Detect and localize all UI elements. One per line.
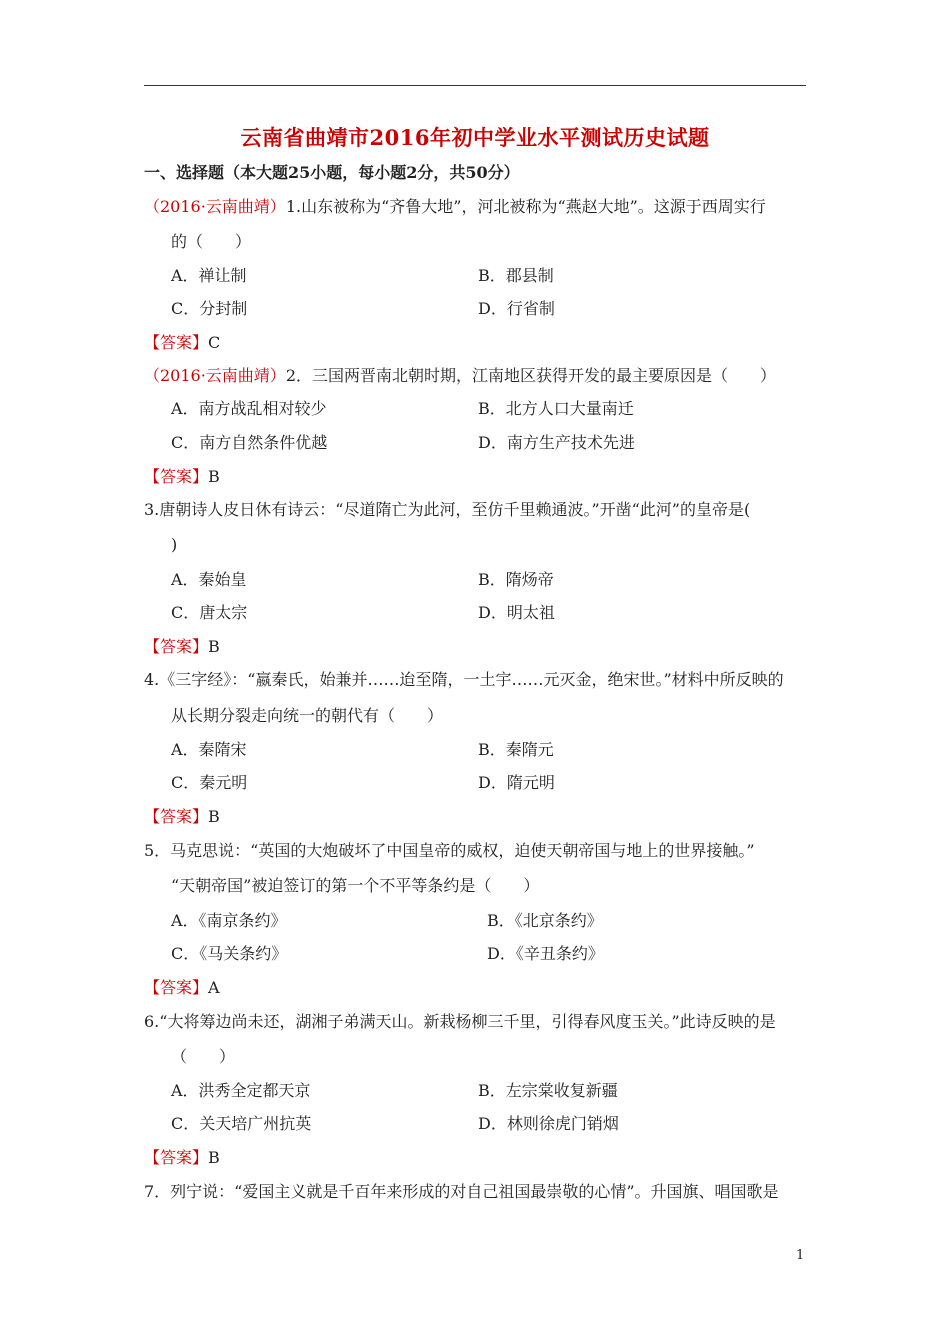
page-title: 云南省曲靖市2016年初中学业水平测试历史试题 — [240, 125, 710, 150]
answer-value: B — [208, 807, 220, 826]
answer-label: 【答案】 — [144, 333, 209, 352]
answer-label: 【答案】 — [144, 467, 209, 486]
answer-value: B — [208, 637, 220, 656]
answer-2 — [144, 467, 220, 487]
answer-6 — [144, 1148, 220, 1168]
option-c: C．关天培广州抗英 — [171, 1114, 312, 1133]
option-c: C．唐太宗 — [171, 603, 248, 622]
option-a: A．南方战乱相对较少 — [171, 399, 327, 418]
answer-value: A — [208, 978, 220, 997]
question-1 — [144, 197, 766, 217]
option-b: B．隋炀帝 — [478, 570, 554, 589]
option-d: D．明太祖 — [478, 603, 555, 622]
header-rule — [144, 85, 806, 86]
answer-label: 【答案】 — [144, 807, 209, 826]
section-heading: 一、选择题（本大题25小题，每小题2分，共50分） — [144, 163, 520, 182]
question-source: （2016·云南曲靖） — [144, 366, 286, 385]
answer-value: B — [208, 467, 220, 486]
question-text: 2．三国两晋南北朝时期，江南地区获得开发的最主要原因是（ ） — [285, 366, 776, 385]
question-text: 1.山东被称为“齐鲁大地”，河北被称为“燕赵大地”。这源于西周实行 — [285, 197, 766, 216]
question-3: 3.唐朝诗人皮日休有诗云：“尽道隋亡为此河，至仿千里赖通波。”开凿“此河”的皇帝是( — [144, 500, 751, 519]
question-continuation: ) — [171, 535, 178, 554]
option-c: C．《马关条约》 — [171, 944, 288, 963]
question-continuation: （ ） — [171, 1047, 236, 1066]
option-d: D．隋元明 — [478, 773, 555, 792]
option-d: D．南方生产技术先进 — [478, 433, 635, 452]
page-number: 1 — [796, 1248, 805, 1263]
question-continuation: “天朝帝国”被迫签订的第一个不平等条约是（ ） — [171, 876, 540, 895]
answer-value: C — [208, 333, 221, 352]
option-a: A．秦始皇 — [171, 570, 247, 589]
answer-1 — [144, 333, 220, 353]
option-c: C．南方自然条件优越 — [171, 433, 328, 452]
option-b: B．秦隋元 — [478, 740, 554, 759]
question-continuation: 的（ ） — [171, 232, 252, 251]
question-2 — [144, 366, 776, 386]
option-c: C．分封制 — [171, 299, 248, 318]
question-6: 6.“大将筹边尚未还，湖湘子弟满天山。新栽杨柳三千里，引得春风度玉关。”此诗反映的是 — [144, 1012, 776, 1031]
question-4: 4.《三字经》：“嬴秦氏，始兼并……迨至隋，一土宇……元灭金，绝宋世。”材料中所反映的 — [144, 670, 784, 689]
answer-label: 【答案】 — [144, 637, 209, 656]
answer-3 — [144, 637, 220, 657]
answer-4 — [144, 807, 220, 827]
question-7: 7．列宁说：“爱国主义就是千百年来形成的对自己祖国最崇敬的心情”。升国旗、唱国歌是 — [144, 1182, 779, 1201]
option-b: B．《北京条约》 — [487, 911, 603, 930]
option-d: D．行省制 — [478, 299, 555, 318]
answer-value: B — [208, 1148, 220, 1167]
option-a: A．《南京条约》 — [171, 911, 287, 930]
option-b: B．郡县制 — [478, 266, 554, 285]
option-b: B．左宗棠收复新疆 — [478, 1081, 618, 1100]
answer-5 — [144, 978, 220, 998]
option-a: A．禅让制 — [171, 266, 247, 285]
option-d: D．林则徐虎门销烟 — [478, 1114, 619, 1133]
option-a: A．秦隋宋 — [171, 740, 247, 759]
question-5: 5．马克思说：“英国的大炮破坏了中国皇帝的威权，迫使天朝帝国与地上的世界接触。” — [144, 841, 755, 860]
option-d: D．《辛丑条约》 — [487, 944, 604, 963]
option-a: A．洪秀全定都天京 — [171, 1081, 311, 1100]
question-continuation: 从长期分裂走向统一的朝代有（ ） — [171, 706, 444, 725]
answer-label: 【答案】 — [144, 978, 209, 997]
question-source: （2016·云南曲靖） — [144, 197, 286, 216]
option-c: C．秦元明 — [171, 773, 248, 792]
answer-label: 【答案】 — [144, 1148, 209, 1167]
option-b: B．北方人口大量南迁 — [478, 399, 634, 418]
